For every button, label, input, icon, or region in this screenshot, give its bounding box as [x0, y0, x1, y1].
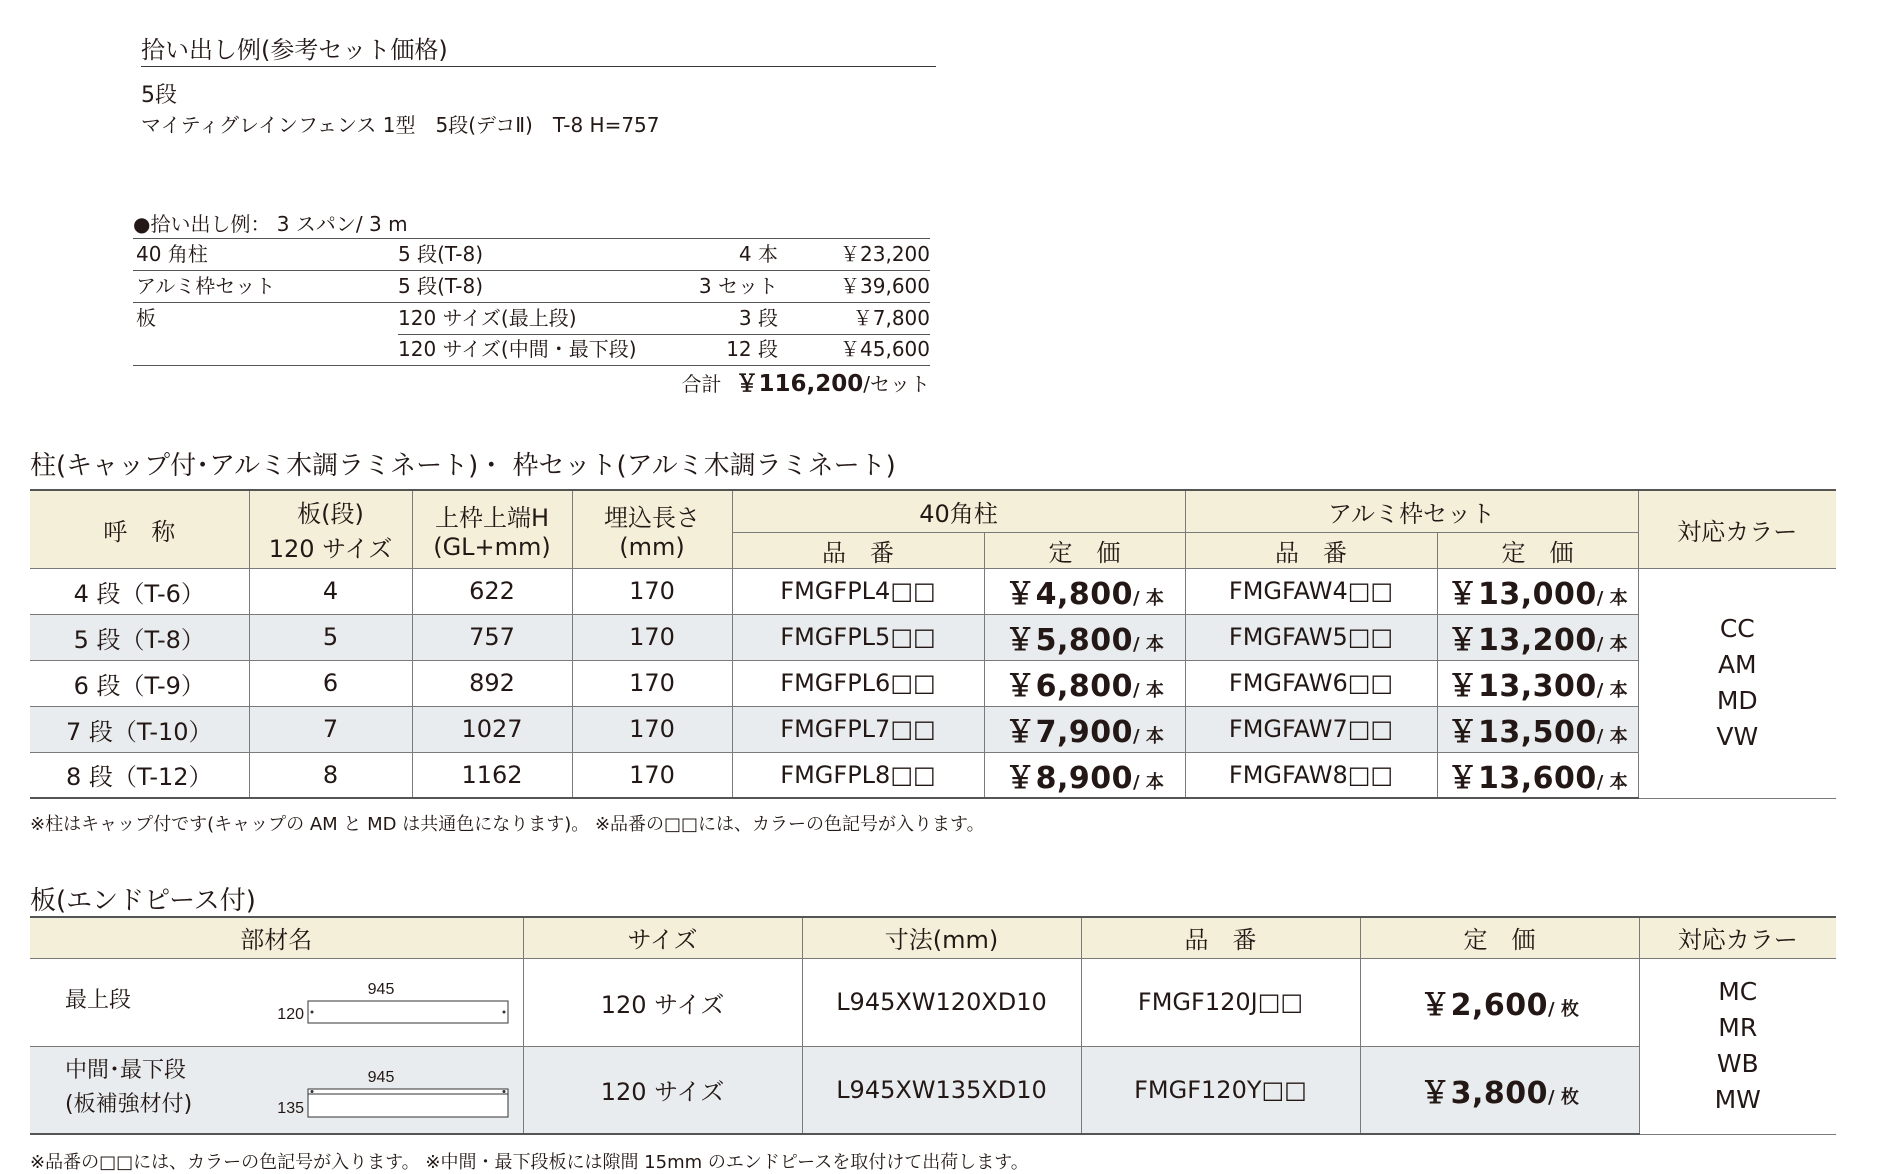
- color-code: MD: [1716, 686, 1758, 715]
- price-unit: / 本: [1133, 771, 1164, 793]
- row-height: 757: [412, 614, 572, 660]
- table-row: [30, 752, 1836, 798]
- boards-price-table: [30, 916, 1836, 1135]
- row-name: 7 段（T-10）: [30, 706, 249, 752]
- row-post-code: FMGFPL7□□: [732, 706, 984, 752]
- board-part-name: 最上段: [65, 987, 132, 1013]
- price-unit: / 本: [1133, 726, 1164, 747]
- price-value: ￥13,300: [1447, 669, 1597, 704]
- row-embed: 170: [572, 706, 732, 752]
- col-header-embed-line1: 埋込長さ: [604, 503, 700, 532]
- table-row: [30, 958, 1836, 1046]
- board-part-cell: [30, 958, 523, 1046]
- price-value: ￥5,800: [1005, 623, 1134, 658]
- col-header-frame-code: 品 番: [1185, 532, 1437, 568]
- example-title: 拾い出し例(参考セット価格): [141, 36, 448, 64]
- boards-colors: [1639, 958, 1836, 1134]
- col-header-part: 部材名: [30, 917, 523, 958]
- row-height: 1027: [412, 706, 572, 752]
- board-diagram: [226, 979, 516, 1039]
- price-value: ￥13,500: [1447, 715, 1597, 750]
- row-frame-code: FMGFAW7□□: [1185, 706, 1437, 752]
- calc-total-unit: /セット: [863, 372, 930, 396]
- price-value: ￥7,900: [1005, 715, 1134, 750]
- price-unit: / 本: [1133, 634, 1164, 655]
- calc-total-label: 合計: [681, 372, 722, 396]
- calc-item-spec: 5 段(T-8): [398, 242, 484, 266]
- board-price: [1360, 958, 1639, 1046]
- row-embed: 170: [572, 568, 732, 614]
- color-code: CC: [1719, 614, 1755, 643]
- calc-row: [133, 270, 930, 302]
- price-unit: / 本: [1596, 726, 1628, 747]
- calc-row: [133, 302, 930, 334]
- calc-item-qty: 3 セット: [698, 274, 778, 298]
- row-boards: 4: [249, 568, 412, 614]
- calc-total-value: ￥116,200: [735, 371, 864, 397]
- price-value: ￥3,800: [1420, 1075, 1549, 1111]
- board-dims: L945XW135XD10: [802, 1046, 1081, 1134]
- col-header-boards-line1: 板(段): [297, 500, 364, 529]
- row-post-price: [984, 614, 1185, 660]
- table-row: [30, 1046, 1836, 1134]
- row-boards: 6: [249, 660, 412, 706]
- price-unit: / 本: [1596, 634, 1628, 655]
- calc-item-spec: 120 サイズ(最上段): [398, 306, 577, 330]
- example-title-rule: [141, 66, 936, 67]
- price-value: ￥13,000: [1447, 577, 1597, 612]
- table-row: [30, 614, 1836, 660]
- board-diagram-width: 945: [367, 1068, 395, 1086]
- row-frame-price: [1437, 706, 1638, 752]
- board-dims: L945XW120XD10: [802, 958, 1081, 1046]
- board-part-name: 中間･最下段: [65, 1057, 187, 1083]
- board-part-cell: [30, 1046, 523, 1134]
- price-unit: / 本: [1596, 588, 1628, 609]
- row-frame-code: FMGFAW6□□: [1185, 660, 1437, 706]
- price-unit: / 本: [1133, 680, 1164, 701]
- col-header-height: [412, 490, 572, 568]
- row-embed: 170: [572, 752, 732, 798]
- col-header-embed: [572, 490, 732, 568]
- calc-item-name: 40 角柱: [136, 242, 208, 266]
- calc-item-spec: 5 段(T-8): [398, 274, 484, 298]
- color-code: MC: [1718, 977, 1758, 1006]
- col-header-post-price: 定 価: [984, 532, 1185, 568]
- example-stage: 5段: [141, 83, 177, 108]
- calc-total: [681, 370, 930, 398]
- calc-item-price: ￥39,600: [840, 274, 930, 298]
- col-header-height-line2: (GL+mm): [433, 532, 551, 561]
- price-unit: / 枚: [1548, 999, 1579, 1020]
- price-value: ￥4,800: [1005, 577, 1134, 612]
- row-post-price: [984, 752, 1185, 798]
- board-price: [1360, 1046, 1639, 1134]
- row-post-code: FMGFPL6□□: [732, 660, 984, 706]
- col-header-colors: 対応カラー: [1638, 490, 1836, 568]
- calc-item-price: ￥23,200: [840, 242, 930, 266]
- calc-row: [133, 238, 930, 270]
- calc-item-price: ￥45,600: [840, 337, 930, 361]
- price-unit: / 本: [1596, 771, 1628, 793]
- board-diagram-height: 135: [277, 1099, 304, 1117]
- price-unit: / 本: [1596, 680, 1628, 701]
- price-value: ￥13,200: [1447, 623, 1597, 658]
- calc-item-price: ￥7,800: [852, 306, 930, 330]
- row-post-price: [984, 568, 1185, 614]
- calc-item-qty: 12 段: [726, 337, 778, 361]
- col-header-name: 呼 称: [30, 490, 249, 568]
- row-frame-price: [1437, 568, 1638, 614]
- row-post-code: FMGFPL8□□: [732, 752, 984, 798]
- row-frame-code: FMGFAW4□□: [1185, 568, 1437, 614]
- posts-colors: [1638, 568, 1836, 798]
- calc-item-qty: 4 本: [738, 242, 778, 266]
- color-code: AM: [1717, 650, 1757, 679]
- price-value: ￥6,800: [1005, 669, 1134, 704]
- calc-item-qty: 3 段: [738, 306, 778, 330]
- table-row: [30, 568, 1836, 614]
- posts-note: ※柱はキャップ付です(キャップの AM と MD は共通色になります)。 ※品番の□□には、カラーの色記号が入ります。: [30, 814, 985, 835]
- row-name: 4 段（T-6）: [30, 568, 249, 614]
- board-diagram-height: 120: [277, 1005, 304, 1023]
- calc-item-spec: 120 サイズ(中間・最下段): [398, 337, 637, 361]
- boards-note: ※品番の□□には、カラーの色記号が入ります。 ※中間・最下段板には隙間 15mm のエンドピースを取付けて出荷します。: [30, 1152, 1029, 1173]
- col-header-code: 品 番: [1081, 917, 1360, 958]
- col-header-boards: [249, 490, 412, 568]
- board-code: FMGF120J□□: [1081, 958, 1360, 1046]
- price-unit: / 枚: [1548, 1086, 1579, 1108]
- row-post-code: FMGFPL4□□: [732, 568, 984, 614]
- col-header-post-group: 40角柱: [732, 490, 1185, 532]
- table-row: [30, 706, 1836, 752]
- price-value: ￥2,600: [1420, 988, 1549, 1023]
- row-embed: 170: [572, 660, 732, 706]
- row-frame-code: FMGFAW8□□: [1185, 752, 1437, 798]
- price-unit: / 本: [1133, 588, 1164, 609]
- board-diagram-width: 945: [367, 980, 395, 998]
- row-post-price: [984, 706, 1185, 752]
- row-post-price: [984, 660, 1185, 706]
- row-frame-price: [1437, 752, 1638, 798]
- row-height: 1162: [412, 752, 572, 798]
- row-height: 622: [412, 568, 572, 614]
- table-row: [30, 660, 1836, 706]
- color-code: MW: [1714, 1085, 1761, 1114]
- col-header-embed-line2: (mm): [619, 532, 685, 561]
- row-boards: 5: [249, 614, 412, 660]
- example-calc-title: ●拾い出し例： 3 スパン/ 3 m: [133, 212, 408, 236]
- board-code: FMGF120Y□□: [1081, 1046, 1360, 1134]
- col-header-frame-price: 定 価: [1437, 532, 1638, 568]
- posts-section-title: 柱(キャップ付･アルミ木調ラミネート)・ 枠セット(アルミ木調ラミネート): [30, 451, 896, 481]
- price-value: ￥13,600: [1447, 760, 1597, 796]
- col-header-size: サイズ: [523, 917, 802, 958]
- boards-section-title: 板(エンドピース付): [30, 886, 256, 916]
- row-frame-price: [1437, 660, 1638, 706]
- col-header-frame-group: アルミ枠セット: [1185, 490, 1638, 532]
- board-part-note: (板補強材付): [65, 1091, 193, 1117]
- color-code: VW: [1716, 722, 1759, 751]
- row-frame-price: [1437, 614, 1638, 660]
- price-value: ￥8,900: [1005, 760, 1134, 796]
- row-name: 6 段（T-9）: [30, 660, 249, 706]
- row-boards: 8: [249, 752, 412, 798]
- row-frame-code: FMGFAW5□□: [1185, 614, 1437, 660]
- row-height: 892: [412, 660, 572, 706]
- board-diagram: [226, 1067, 516, 1127]
- col-header-colors: 対応カラー: [1639, 917, 1836, 958]
- board-size: 120 サイズ: [523, 1046, 802, 1134]
- row-embed: 170: [572, 614, 732, 660]
- example-product: マイティグレインフェンス 1型 5段(デコⅡ) T-8 H=757: [141, 113, 660, 137]
- color-code: MR: [1718, 1013, 1758, 1042]
- col-header-dims: 寸法(mm): [802, 917, 1081, 958]
- board-size: 120 サイズ: [523, 958, 802, 1046]
- row-name: 8 段（T-12）: [30, 752, 249, 798]
- col-header-post-code: 品 番: [732, 532, 984, 568]
- posts-price-table: [30, 489, 1836, 799]
- calc-item-name: 板: [136, 306, 156, 330]
- col-header-boards-line2: 120 サイズ: [268, 535, 393, 564]
- row-post-code: FMGFPL5□□: [732, 614, 984, 660]
- row-name: 5 段（T-8）: [30, 614, 249, 660]
- row-boards: 7: [249, 706, 412, 752]
- calc-item-name: アルミ枠セット: [136, 274, 276, 298]
- col-header-height-line1: 上枠上端H: [434, 503, 550, 532]
- color-code: WB: [1716, 1049, 1759, 1078]
- example-calc-table: [133, 210, 930, 397]
- col-header-price: 定 価: [1360, 917, 1639, 958]
- calc-row: [133, 334, 930, 366]
